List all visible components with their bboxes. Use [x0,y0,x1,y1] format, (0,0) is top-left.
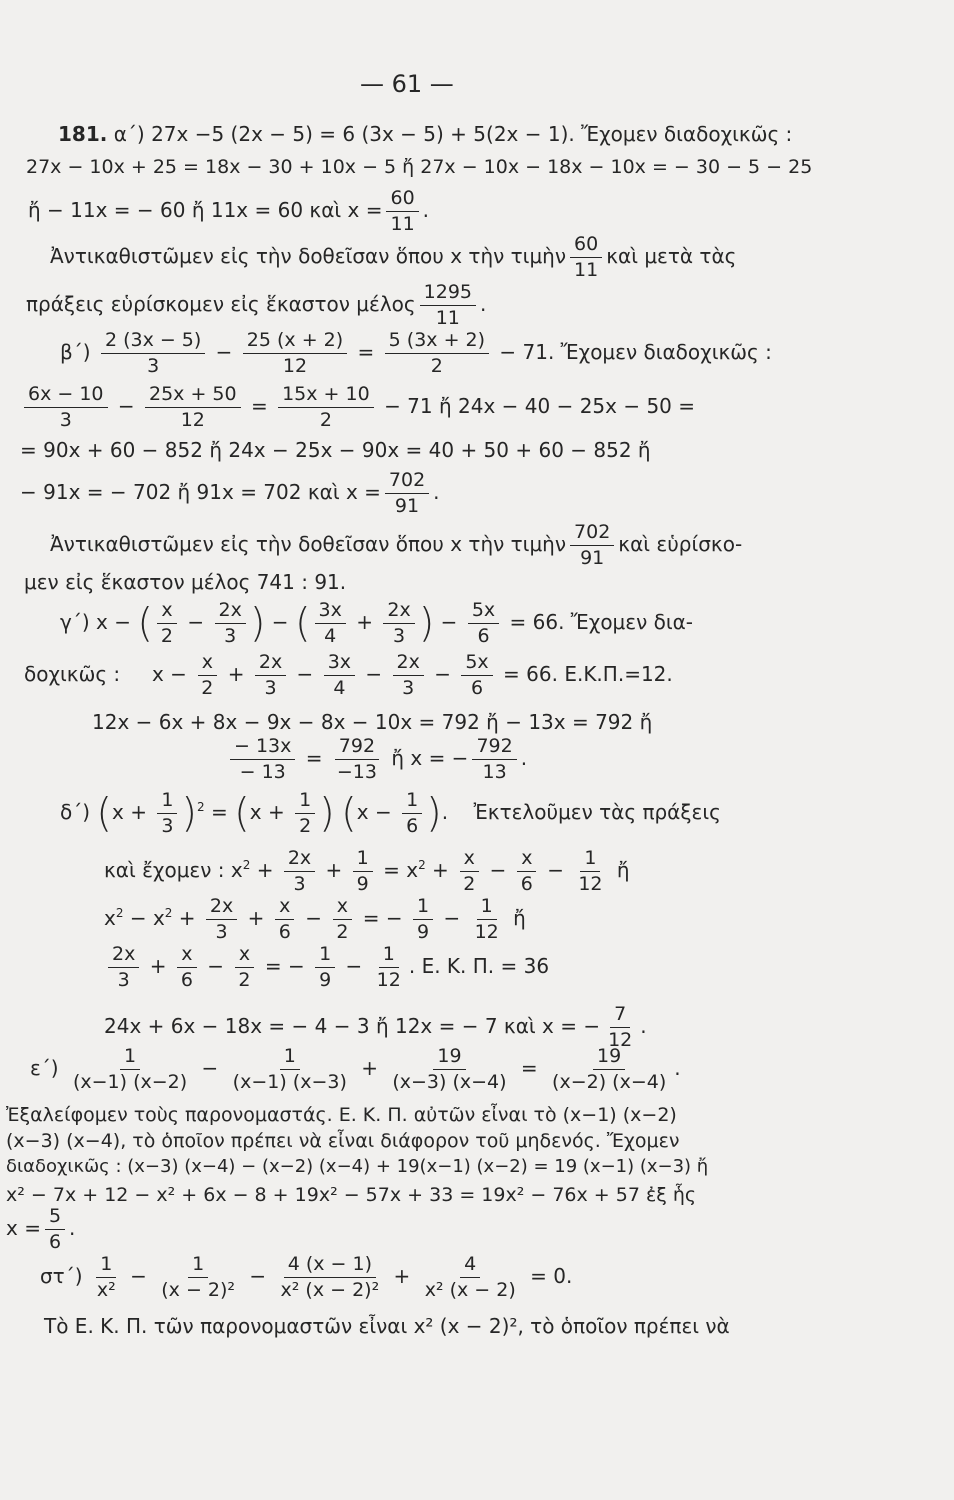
fraction [24,384,108,431]
denominator: 3 [147,354,160,377]
denominator: 12 [608,1028,633,1051]
numerator: 5 (3x + 2) [385,330,489,354]
punctuation: . [520,745,528,770]
equation-line [20,470,440,517]
numerator: 702 [385,470,429,494]
numerator: 25x + 50 [145,384,241,408]
equation-line [6,1206,75,1253]
fraction [421,1254,520,1301]
text-line: (x−3) (x−4), τὸ ὁποῖον πρέπει νὰ εἶναι διάφορον τοῦ μηδενός. Ἔχομεν [6,1130,680,1152]
text: καὶ εὑρίσκο- [618,531,743,556]
text-line [50,234,736,281]
text-line: μεν εἰς ἕκαστον μέλος 741 : 91. [24,570,347,594]
text: δοχικῶς : [24,661,121,686]
equation-line: $\frac{6x - 10}{3}$ − $\frac{25x + 50}{12}$ = $\frac{15x + 10}{2}$ − 71 ἤ 24x − 40 − 25x − 50 = [20,384,695,431]
equation-line: γ΄) x − ( $\frac{x}{2}$ − $\frac{2x}{3}$ ) − ( $\frac{3x}{4}$ + $\frac{2x}{3}$ ) − $\frac{5x}{6}$ = 66. Ἔχομεν δια- [60,599,694,647]
equation-line: δ΄) (x + $\frac{1}{3}$ )$^2$ = (x + $\frac{1}{2}$ ) (x − $\frac{1}{6}$ ). Ἐκτελοῦμεν τὰς πράξεις [60,789,721,837]
equation-line [28,188,429,235]
equation-text: − 91x = − 702 ἤ 91x = 702 καὶ x = [20,479,381,504]
numerator: 7 [610,1004,630,1028]
denominator: x² (x − 2) [424,1278,516,1301]
denominator: 91 [394,494,420,517]
equation-line: = 90x + 60 − 852 ἤ 24x − 25x − 90x = 40 + 50 + 60 − 852 ἤ [20,438,651,462]
numerator: 1 [120,1046,140,1070]
fraction [101,330,205,377]
numerator: 1295 [420,282,476,306]
denominator: 11 [435,306,460,329]
fraction [157,1254,239,1301]
equation-line [104,1004,647,1051]
denominator: 12 [282,354,308,377]
fraction [277,1254,384,1301]
numerator: 4 [460,1254,480,1278]
fraction [69,1046,191,1093]
denominator: 2 [319,408,332,431]
numerator: 792 [335,736,379,760]
equation-line: $x^2 - x^2$ + $\frac{2x}{3}$ + $\frac{x}{6}$ − $\frac{x}{2}$ = − $\frac{1}{9}$ − $\frac{1}{12}$ ἤ [104,895,526,943]
punctuation: . [433,479,440,504]
numerator: 6x − 10 [24,384,108,408]
text: καὶ ἔχομεν : [104,857,225,882]
equation-text: ἤ − 11x = − 60 ἤ 11x = 60 καὶ x = [28,197,383,222]
text-line: Ἐξαλείφομεν τοὺς παρονομαστάς. Ε. Κ. Π. αὐτῶν εἶναι τὸ (x−1) (x−2) [6,1104,677,1126]
denominator: −13 [336,760,377,783]
punctuation: . [640,1013,647,1038]
equation-line: στ΄) $\frac{1}{\text{x²}}$ − $\frac{1}{\text{(x − 2)²}}$ − $\frac{4 (x - 1)}{\text{x² (x − 2)²}}$ + $\frac{4}{\text{x² (x − 2)}}$ = 0. [40,1253,573,1301]
part-label: β΄) [60,339,91,364]
fraction [230,736,295,783]
equation-line: x² − 7x + 12 − x² + 6x − 8 + 19x² − 57x + 33 = 19x² − 76x + 57 ἐξ ἧς [6,1184,697,1206]
denominator: 3 [59,408,72,431]
fraction [385,470,429,517]
fraction [570,522,614,569]
problem-number: 181. [58,122,108,146]
denominator: 12 [180,408,205,431]
fraction [386,188,418,235]
fraction [385,330,489,377]
equation-text: = 66. Ἔχομεν δια- [509,609,694,634]
numerator: 25 (x + 2) [243,330,347,354]
numerator: 15x + 10 [278,384,374,408]
fraction [93,1254,120,1301]
numerator: 4 (x − 1) [284,1254,376,1278]
fraction [604,1004,636,1051]
fraction [278,384,374,431]
equation-line: β΄) $\frac{2 (3x - 5)}{3}$ − $\frac{25 (x + 2)}{12}$ = $\frac{5 (3x + 2)}{2}$ − 71. Ἔχομεν διαδοχικῶς : [60,329,772,377]
equation-text: ἤ x = − [391,745,469,770]
text-line [50,522,742,569]
page-number: — 61 — [360,70,454,98]
numerator: 19 [593,1046,625,1070]
equation-line: $\frac{2x}{3}$ + $\frac{x}{6}$ − $\frac{x}{2}$ = − $\frac{1}{9}$ − $\frac{1}{12}$ . Ε. Κ. Π. = 36 [104,944,549,991]
denominator: (x−3) (x−4) [392,1070,507,1093]
part-label: στ΄) [40,1263,83,1288]
denominator: 91 [580,546,605,569]
punctuation: . [422,197,430,222]
equation-line: 12x − 6x + 8x − 9x − 8x − 10x = 792 ἤ − 13x = 792 ἤ [92,710,653,734]
equation-text: α΄) 27x −5 (2x − 5) = 6 (3x − 5) + 5(2x − 1). Ἔχομεν διαδοχικῶς : [113,122,793,146]
text-line: Τὸ Ε. Κ. Π. τῶν παρονομαστῶν εἶναι x² (x − 2)², τὸ ὁποῖον πρέπει νὰ [44,1314,730,1338]
equation-line: ε΄) $\frac{1}{(x-1) (x-2)}$ − $\frac{1}{(x-1) (x-3)}$ + $\frac{19}{(x-3) (x-4)}$ = $\frac{19}{(x-2) (x-4)}$ . [30,1045,681,1093]
equation-line: $\frac{- 13x}{- 13}$ = $\frac{792}{-13}$ ἤ x = − $\frac{792}{13}$ . [226,736,527,783]
fraction [420,282,476,329]
equation-text: − 71. Ἔχομεν διαδοχικῶς : [499,339,772,364]
punctuation: . [480,291,487,316]
equation-text: − 71 ἤ 24x − 40 − 25x − 50 = [384,393,696,418]
numerator: 1 [188,1254,208,1278]
numerator: 792 [472,736,516,760]
equation-line: 27x − 10x + 25 = 18x − 30 + 10x − 5 ἤ 27x − 10x − 18x − 10x = − 30 − 5 − 25 [26,156,813,178]
numerator: 1 [280,1046,300,1070]
fraction [243,330,347,377]
equation-text: = 66. Ε.Κ.Π.=12. [503,661,673,686]
numerator: 2 (3x − 5) [101,330,205,354]
equation-text: Ἐκτελοῦμεν τὰς πράξεις [473,799,721,824]
fraction [570,234,602,281]
denominator: 13 [482,760,507,783]
part-label: δ΄) [60,799,91,824]
denominator: x² [96,1278,116,1301]
denominator: (x − 2)² [161,1278,236,1301]
equation-text: x = [6,1215,41,1240]
text: πράξεις εὑρίσκομεν εἰς ἕκαστον μέλος [26,291,416,316]
denominator: (x−1) (x−3) [232,1070,347,1093]
numerator: 60 [570,234,602,258]
numerator: 5 [45,1206,65,1230]
numerator: 1 [96,1254,116,1278]
part-label: γ΄) x − [60,609,131,634]
numerator: − 13x [230,736,295,760]
fraction [548,1046,670,1093]
fraction [333,736,381,783]
equation-line: δοχικῶς : x − $\frac{x}{2}$ + $\frac{2x}{3}$ − $\frac{3x}{4}$ − $\frac{2x}{3}$ − $\frac{5x}{6}$ = 66. Ε.Κ.Π.=12. [24,651,673,699]
equation-line: διαδοχικῶς : (x−3) (x−4) − (x−2) (x−4) + 19(x−1) (x−2) = 19 (x−1) (x−3) ἤ [6,1156,709,1177]
text-line [26,282,486,329]
denominator: 2 [430,354,443,377]
denominator: x² (x − 2)² [280,1278,380,1301]
denominator: 11 [574,258,599,281]
fraction [145,384,241,431]
fraction [388,1046,510,1093]
text: καὶ μετὰ τὰς [606,243,737,268]
denominator: 6 [48,1230,62,1253]
fraction [472,736,516,783]
denominator: (x−1) (x−2) [72,1070,188,1093]
denominator: 11 [390,212,415,235]
part-label: ε΄) [30,1055,59,1080]
numerator: 60 [386,188,418,212]
equation-line: καὶ ἔχομεν : $x^2$ + $\frac{2x}{3}$ + $\frac{1}{9}$ = $x^2$ + $\frac{x}{2}$ − $\frac{x}{6}$ − $\frac{1}{12}$ ἤ [104,847,630,895]
denominator: (x−2) (x−4) [552,1070,667,1093]
text-line [58,124,792,144]
numerator: 702 [570,522,614,546]
fraction [229,1046,351,1093]
fraction [45,1206,65,1253]
equation-text: 24x + 6x − 18x = − 4 − 3 ἤ 12x = − 7 καὶ x = − [104,1013,601,1038]
punctuation: . [69,1215,76,1240]
text: Ἀντικαθιστῶμεν εἰς τὴν δοθεῖσαν ὅπου x τὴν τιμὴν [50,531,567,556]
text: Ἀντικαθιστῶμεν εἰς τὴν δοθεῖσαν ὅπου x τὴν τιμὴν [50,243,567,268]
denominator: − 13 [239,760,286,783]
equation-text: = 0. [530,1263,573,1288]
numerator: 19 [433,1046,465,1070]
